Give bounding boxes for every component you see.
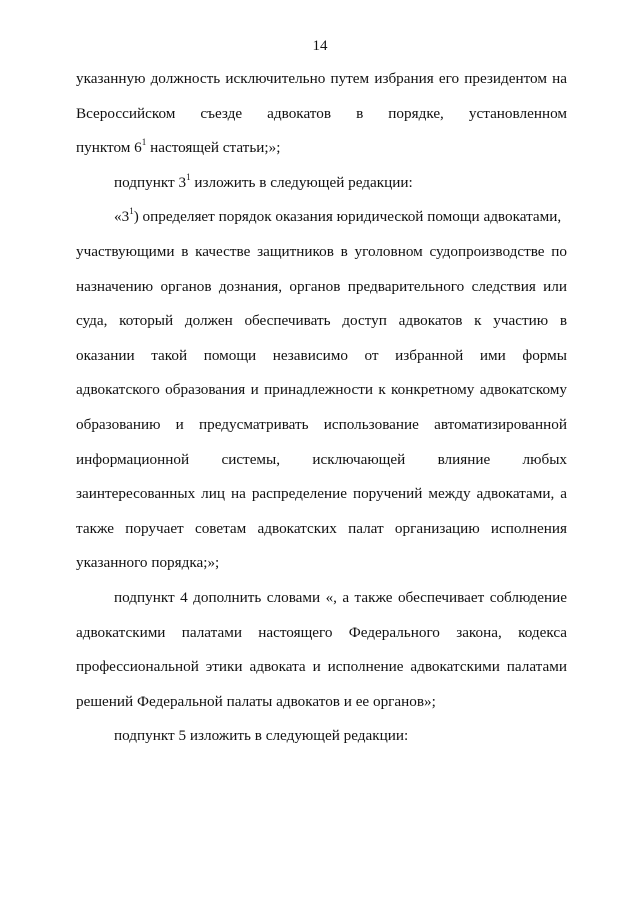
text-line: информационной системы, исключающей влияние любых xyxy=(76,450,567,468)
text-line: адвокатскими палатами настоящего Федерального закона, кодекса xyxy=(76,623,567,641)
paragraph-start xyxy=(76,166,567,201)
text-line: Всероссийском съезде адвокатов в порядке, установленном xyxy=(76,104,567,122)
text-fragment: пунктом 6 xyxy=(76,139,142,157)
text-line: профессиональной этики адвоката и исполнение адвокатскими палатами xyxy=(76,658,567,676)
text-line: заинтересованных лиц на распределение поручений между адвокатами, а xyxy=(76,485,567,503)
text-fragment: подпункт 3 xyxy=(114,173,187,191)
text-line xyxy=(76,131,567,166)
text-line: образованию и предусматривать использование автоматизированной xyxy=(76,415,567,433)
text-line: участвующими в качестве защитников в уголовном судопроизводстве по xyxy=(76,242,567,260)
text-line: суда, который должен обеспечивать доступ адвокатов к участию в xyxy=(76,312,567,330)
text-line: указанную должность исключительно путем избрания его президентом на xyxy=(76,70,567,87)
text-fragment: ) определяет порядок оказания юридической помощи адвокатами, xyxy=(133,208,562,226)
text-line: указанного порядка;»; xyxy=(76,554,220,572)
text-fragment: изложить в следующей редакции: xyxy=(190,173,413,191)
paragraph-start: подпункт 4 дополнить словами «, а также обеспечивает соблюдение xyxy=(114,588,567,606)
text-line: также поручает советам адвокатских палат организацию исполнения xyxy=(76,519,567,537)
text-fragment: настоящей статьи;»; xyxy=(146,139,281,157)
document-body xyxy=(76,62,567,754)
text-line: назначению органов дознания, органов предварительного следствия или xyxy=(76,277,567,295)
text-fragment: «3 xyxy=(114,208,130,226)
paragraph-start xyxy=(76,200,567,235)
text-line: решений Федеральной палаты адвокатов и ее органов»; xyxy=(76,692,436,710)
text-line: адвокатского образования и принадлежности к конкретному адвокатскому xyxy=(76,381,567,399)
superscript: 1 xyxy=(141,137,147,148)
superscript: 1 xyxy=(186,171,191,182)
text-line: оказании такой помощи независимо от избранной ими формы xyxy=(76,346,567,364)
superscript: 1 xyxy=(129,206,134,217)
paragraph-start: подпункт 5 изложить в следующей редакции: xyxy=(114,727,409,745)
page-number: 14 xyxy=(312,38,328,54)
